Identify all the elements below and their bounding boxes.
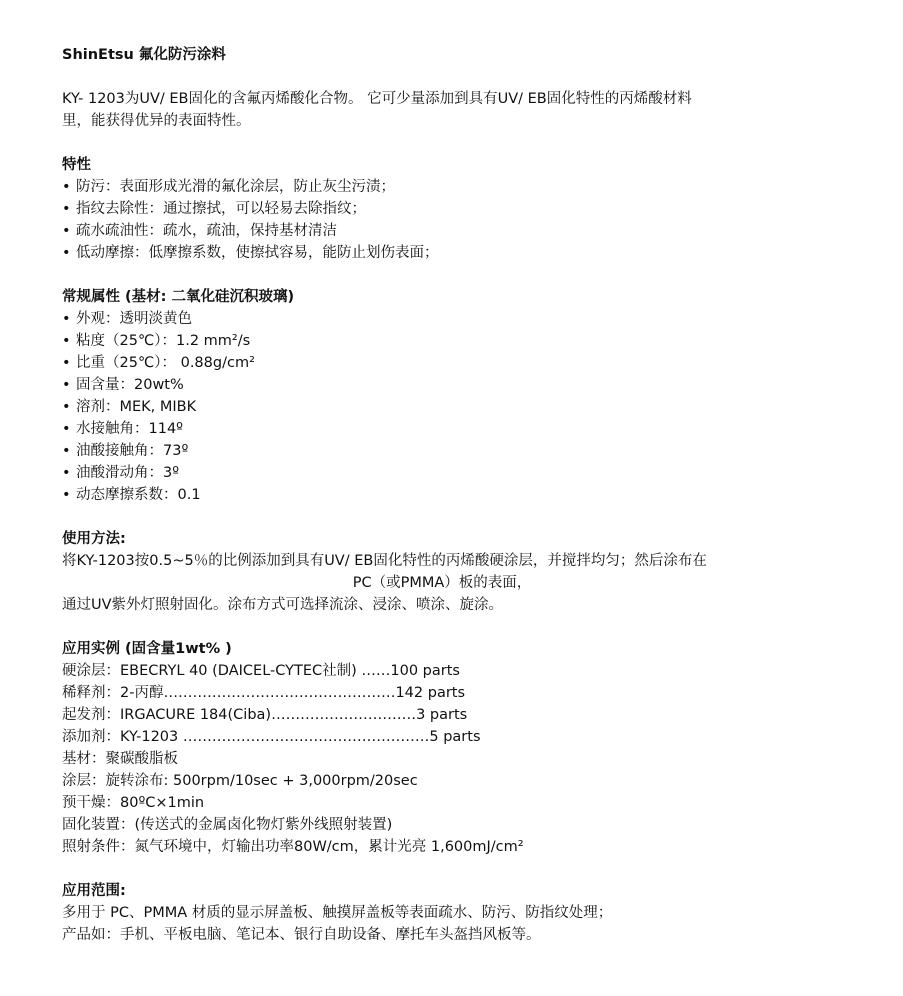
spacer	[62, 616, 842, 638]
list-item	[62, 308, 842, 330]
bullet-icon: •	[62, 399, 71, 415]
list-item	[62, 440, 842, 462]
list-item	[62, 198, 842, 220]
list-item-text: 粘度（25℃）：1.2 mm²/s	[76, 333, 251, 349]
list-item	[62, 396, 842, 418]
list-item	[62, 352, 842, 374]
bullet-icon: •	[62, 355, 71, 371]
list-item	[62, 462, 842, 484]
list-item-text: 水接触角：114º	[76, 421, 184, 437]
list-item-text: 外观：透明淡黄色	[76, 311, 192, 327]
spacer	[62, 264, 842, 286]
properties-list	[62, 308, 842, 506]
list-item	[62, 176, 842, 198]
bullet-icon: •	[62, 421, 71, 437]
bullet-icon: •	[62, 487, 71, 503]
list-item	[62, 330, 842, 352]
example-line: 硬涂层：EBECRYL 40 (DAICEL-CYTEC社制) ……100 parts	[62, 663, 460, 679]
list-item-text: 溶剂：MEK, MIBK	[76, 399, 197, 415]
list-item	[62, 374, 842, 396]
intro-line: KY- 1203为UV/ EB固化的含氟丙烯酸化合物。 它可少量添加到具有UV/ EB固化特性的丙烯酸材料	[62, 91, 692, 107]
usage-line: PC（或PMMA）板的表面，	[352, 575, 532, 591]
list-item	[62, 484, 842, 506]
list-item	[62, 418, 842, 440]
example-heading: 应用实例 (固含量1wt% )	[62, 641, 232, 657]
spacer	[62, 506, 842, 528]
list-item-text: 油酸滑动角：3º	[76, 465, 180, 481]
list-item-text: 低动摩擦：低摩擦系数，使擦拭容易，能防止划伤表面；	[76, 245, 439, 261]
properties-section	[62, 286, 842, 506]
document-title: ShinEtsu 氟化防污涂料	[62, 47, 226, 63]
list-item-text: 比重（25℃）： 0.88g/cm²	[76, 355, 255, 371]
intro-paragraph	[62, 88, 842, 132]
features-list	[62, 176, 842, 264]
properties-heading: 常规属性 (基材: 二氧化硅沉积玻璃)	[62, 289, 295, 305]
list-item-text: 防污：表面形成光滑的氟化涂层，防止灰尘污渍；	[76, 179, 395, 195]
list-item-text: 指纹去除性：通过擦拭，可以轻易去除指纹；	[76, 201, 366, 217]
bullet-icon: •	[62, 223, 71, 239]
bullet-icon: •	[62, 377, 71, 393]
example-line: 预干燥：80ºC×1min	[62, 795, 205, 811]
bullet-icon: •	[62, 179, 71, 195]
list-item-text: 油酸接触角：73º	[76, 443, 189, 459]
intro-line: 里，能获得优异的表面特性。	[62, 113, 251, 129]
example-line: 基材：聚碳酸脂板	[62, 751, 178, 767]
list-item	[62, 220, 842, 242]
list-item-text: 疏水疏油性：疏水，疏油，保持基材清洁	[76, 223, 337, 239]
list-item	[62, 242, 842, 264]
example-line: 起发剂：IRGACURE 184(Ciba)…………………………3 parts	[62, 707, 468, 723]
example-line: 固化装置：(传送式的金属卤化物灯紫外线照射装置)	[62, 817, 393, 833]
bullet-icon: •	[62, 311, 71, 327]
example-line: 涂层：旋转涂布: 500rpm/10sec + 3,000rpm/20sec	[62, 773, 418, 789]
list-item-text: 动态摩擦系数：0.1	[76, 487, 201, 503]
features-heading: 特性	[62, 157, 91, 173]
features-section	[62, 154, 842, 264]
bullet-icon: •	[62, 443, 71, 459]
scope-heading: 应用范围:	[62, 883, 126, 899]
usage-line: 将KY-1203按0.5~5％的比例添加到具有UV/ EB固化特性的丙烯酸硬涂层，并搅拌均匀；然后涂布在	[62, 553, 707, 569]
example-section	[62, 638, 842, 858]
list-item-text: 固含量：20wt%	[76, 377, 184, 393]
bullet-icon: •	[62, 465, 71, 481]
usage-heading: 使用方法:	[62, 531, 126, 547]
scope-line: 多用于 PC、PMMA 材质的显示屏盖板、触摸屏盖板等表面疏水、防污、防指纹处理；	[62, 905, 613, 921]
usage-section	[62, 528, 842, 616]
scope-line: 产品如：手机、平板电脑、笔记本、银行自助设备、摩托车头盔挡风板等。	[62, 927, 541, 943]
example-line: 稀释剂：2-丙醇…………………………………………142 parts	[62, 685, 466, 701]
spacer	[62, 858, 842, 880]
bullet-icon: •	[62, 333, 71, 349]
usage-line: 通过UV紫外灯照射固化。涂布方式可选择流涂、浸涂、喷涂、旋涂。	[62, 597, 504, 613]
bullet-icon: •	[62, 245, 71, 261]
example-line: 照射条件：氮气环境中，灯输出功率80W/cm，累计光亮 1,600mJ/cm²	[62, 839, 524, 855]
spacer	[62, 132, 842, 154]
scope-section	[62, 880, 842, 946]
bullet-icon: •	[62, 201, 71, 217]
example-line: 添加剂：KY-1203 ……………………………………………5 parts	[62, 729, 481, 745]
